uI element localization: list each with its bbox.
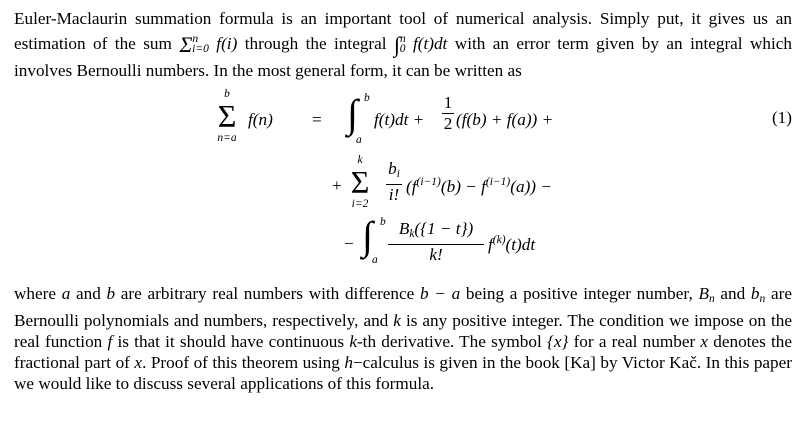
- inline-sum: $\Sigma^n_{i=0}$ f(i): [179, 32, 238, 57]
- sum-operator-lhs: b Σ n=a: [217, 88, 237, 144]
- half-fraction: 1 2: [443, 93, 453, 133]
- line1-tail: (f(b) + f(a)) +: [456, 110, 554, 129]
- minus-sign: −: [344, 234, 354, 253]
- bernoulli-number-fraction: $b_i$ i!: [386, 160, 402, 204]
- explanation-paragraph: where a and b are arbitrary real numbers with difference b − a being a positive integer number, $B_n$ and $b_n$ are Bernoulli polynomials and numbers, respectively, and k is any positive integer. The condition we impose on the real function f is that it should have continuous k-th derivative. The symbol {x} for a real number x denotes the fractional part of x. Proof of this theorem using h−calculus is given in the book [Ka] by Victor Kač. In this paper we would like to discuss several applications of this formula.: [14, 284, 793, 393]
- intro-text-1: Euler-Maclaurin summation formula is an important tool of numerical analysis. Simply put, it gives us an estimation of the sum: [14, 9, 792, 53]
- integral-body-1: f(t)dt +: [374, 110, 425, 129]
- intro-paragraph: [14, 8, 792, 81]
- euler-maclaurin-equation: b Σ n=a f(n) = ∫ b a f(t)dt + 1 2 (f(b) + f(a)) + (1) + k Σ i=2 $b_i$ i! $(f^{(i-1)}(b) - f^{(i-1)}(a))$ − − ∫ b a $B_k(\{1 - t\})$ k! $f^{(k)}(t)dt$: [14, 88, 792, 273]
- equation-number: (1): [771, 108, 792, 127]
- plus-sign: +: [332, 176, 342, 195]
- integral-sign-2: ∫: [362, 213, 373, 258]
- intro-text-2: through the integral: [237, 34, 394, 53]
- line3-body: $f^{(k)}(t)dt$: [488, 234, 536, 254]
- lhs-body: f(n): [248, 110, 273, 129]
- intro-text-3: with an error term given by an integral which involves Bernoulli numbers. In the most general form, it can be written as: [14, 34, 793, 80]
- line2-body: $(f^{(i-1)}(b) - f^{(i-1)}(a))$ −: [406, 176, 552, 196]
- integral-sign-1: ∫: [347, 91, 358, 136]
- paper-page: [14, 0, 792, 421]
- sum-operator-i: k Σ i=2: [350, 154, 370, 210]
- bernoulli-polynomial-fraction: $B_k(\{1 - t\})$ k!: [388, 220, 484, 264]
- inline-integral: ∫$^n_0$ f(t)dt: [394, 32, 448, 57]
- equals-sign: =: [312, 110, 322, 129]
